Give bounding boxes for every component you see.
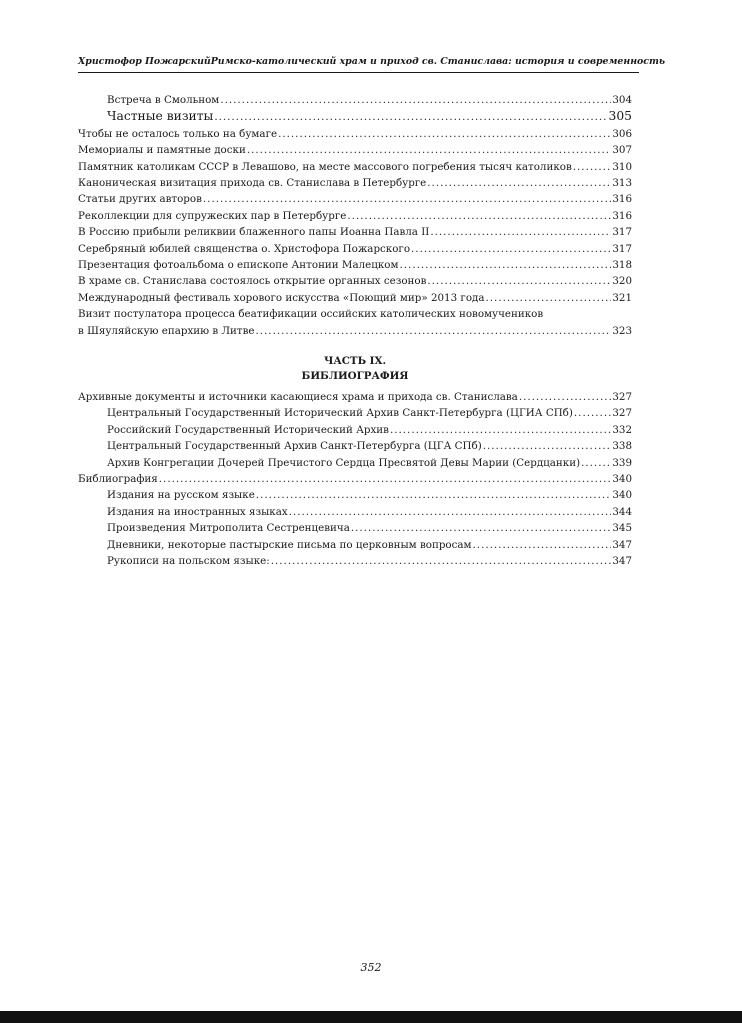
toc-entry-title: Издания на иностранных языках [107,505,288,518]
toc-entry-title: Центральный Государственный Исторический Архив Санкт-Петербурга (ЦГИА СПб) [107,407,573,420]
toc-leader-dots [574,405,611,421]
toc-leader-dots [581,455,611,471]
toc-leader-dots [203,191,611,207]
toc-entry-title: Дневники, некоторые пастырские письма по церковным вопросам [107,538,472,551]
toc-entry-page: 332 [612,423,632,436]
toc-entry-title: Библиография [78,473,158,486]
toc-leader-dots [573,159,612,175]
toc-entry-page: 338 [612,440,632,453]
toc-entry-title: В храме св. Станислава состоялось открытие органных сезонов [78,275,427,288]
toc-leader-dots [271,553,612,569]
toc-leader-dots [430,224,611,240]
toc-entry-title: Архивные документы и источники касающиеся храма и прихода св. Станислава [78,391,518,403]
toc-entry-page: 318 [612,259,632,272]
toc-entry-title: Произведения Митрополита Сестренцевича [107,522,350,535]
toc-entry-title: Частные визиты [107,109,214,124]
toc-entry-page: 317 [612,226,632,239]
toc-entry-title: Мемориалы и памятные доски [78,144,246,157]
toc-leader-dots [400,257,612,273]
toc-leader-dots [289,504,612,520]
toc-leader-dots [427,175,611,191]
toc-entry-title: Серебряный юбилей священства о. Христофора Пожарского [78,242,411,255]
toc-entry-title: Встреча в Смольном [107,94,220,106]
toc-entry-page: 340 [612,473,632,486]
toc-leader-dots [473,537,612,553]
toc-entry-title: Презентация фотоальбома о епископе Антонии Малецком [78,259,399,272]
toc-entry-page: 307 [612,144,632,157]
toc-entry-page: 339 [612,456,632,469]
toc-entry-title-line2: в Шяуляйскую епархию в Литве [78,324,255,337]
part-title: БИБЛИОГРАФИЯ [301,370,409,382]
toc-leader-dots [256,487,612,503]
header-rule [78,72,639,73]
toc-entry-page: 306 [612,127,632,140]
running-header [78,56,666,68]
toc-entry-page: 327 [612,391,632,403]
toc-section-bibliography [78,389,632,569]
toc-section-top [78,92,632,339]
toc-entry-title: Российский Государственный Исторический Архив [107,423,389,436]
toc-entry-page: 344 [612,505,632,518]
page-number: 352 [360,961,382,974]
toc-leader-dots [255,323,611,339]
toc-leader-dots [519,389,612,405]
part-heading [78,354,632,384]
toc-entry-page: 320 [612,275,632,288]
toc-entry-page: 313 [612,177,632,190]
toc-entry-title: В Россию прибыли реликвии блаженного папы Иоанна Павла II [78,226,430,239]
toc-leader-dots [159,471,612,487]
toc-entry-page: 340 [612,489,632,502]
toc-leader-dots [247,142,612,158]
header-author: Христофор Пожарский [78,56,211,67]
part-number: ЧАСТЬ IX. [323,355,387,367]
toc-entry-title: Чтобы не осталось только на бумаге [78,127,278,140]
toc-entry-page: 305 [608,109,632,124]
toc-entry-page: 323 [612,324,632,337]
toc-entry-title: Рукописи на польском языке: [107,555,270,568]
toc-entry-page: 317 [612,242,632,255]
toc-entry-page: 316 [612,209,632,222]
toc-entry-page: 347 [612,555,632,568]
screen-bottom-edge [0,1011,742,1023]
toc-entry-title: Издания на русском языке [107,489,255,502]
toc-entry-page: 304 [612,94,632,106]
toc-leader-dots [347,208,611,224]
toc-entry-title: Центральный Государственный Архив Санкт-Петербурга (ЦГА СПб) [107,440,482,453]
toc-leader-dots [220,92,611,108]
toc-leader-dots [486,290,612,306]
toc-entry-title: Каноническая визитация прихода св. Станислава в Петербурге [78,177,427,190]
toc-entry-page: 345 [612,522,632,535]
toc-entry-title: Статьи других авторов [78,193,202,206]
toc-entry-page: 347 [612,538,632,551]
toc-entry-title: Архив Конгрегации Дочерей Пречистого Сердца Пресвятой Девы Марии (Сердцанки) [107,456,581,469]
toc-entry-title: Международный фестиваль хорового искусства «Поющий мир» 2013 года [78,291,485,304]
toc-leader-dots [351,520,612,536]
toc-leader-dots [278,126,611,142]
toc-leader-dots [483,438,612,454]
toc-leader-dots [214,109,607,125]
toc-entry-two-line [78,306,632,339]
toc-leader-dots [427,273,611,289]
toc-entry-title: Памятник католикам СССР в Левашово, на месте массового погребения тысяч католиков [78,160,572,173]
toc-entry-page: 321 [612,291,632,304]
toc-leader-dots [390,422,611,438]
toc-entry-title: Реколлекции для супружеских пар в Петербурге [78,209,347,222]
toc-leader-dots [411,241,611,257]
toc-entry-page: 327 [612,407,632,420]
toc-entry-page: 310 [612,160,632,173]
toc-entry-title-line1: Визит постулатора процесса беатификации оссийских католических новомучеников [78,308,544,321]
header-book-title: Римско-католический храм и приход св. Станислава: история и современность [210,56,666,67]
toc-entry-page: 316 [612,193,632,206]
